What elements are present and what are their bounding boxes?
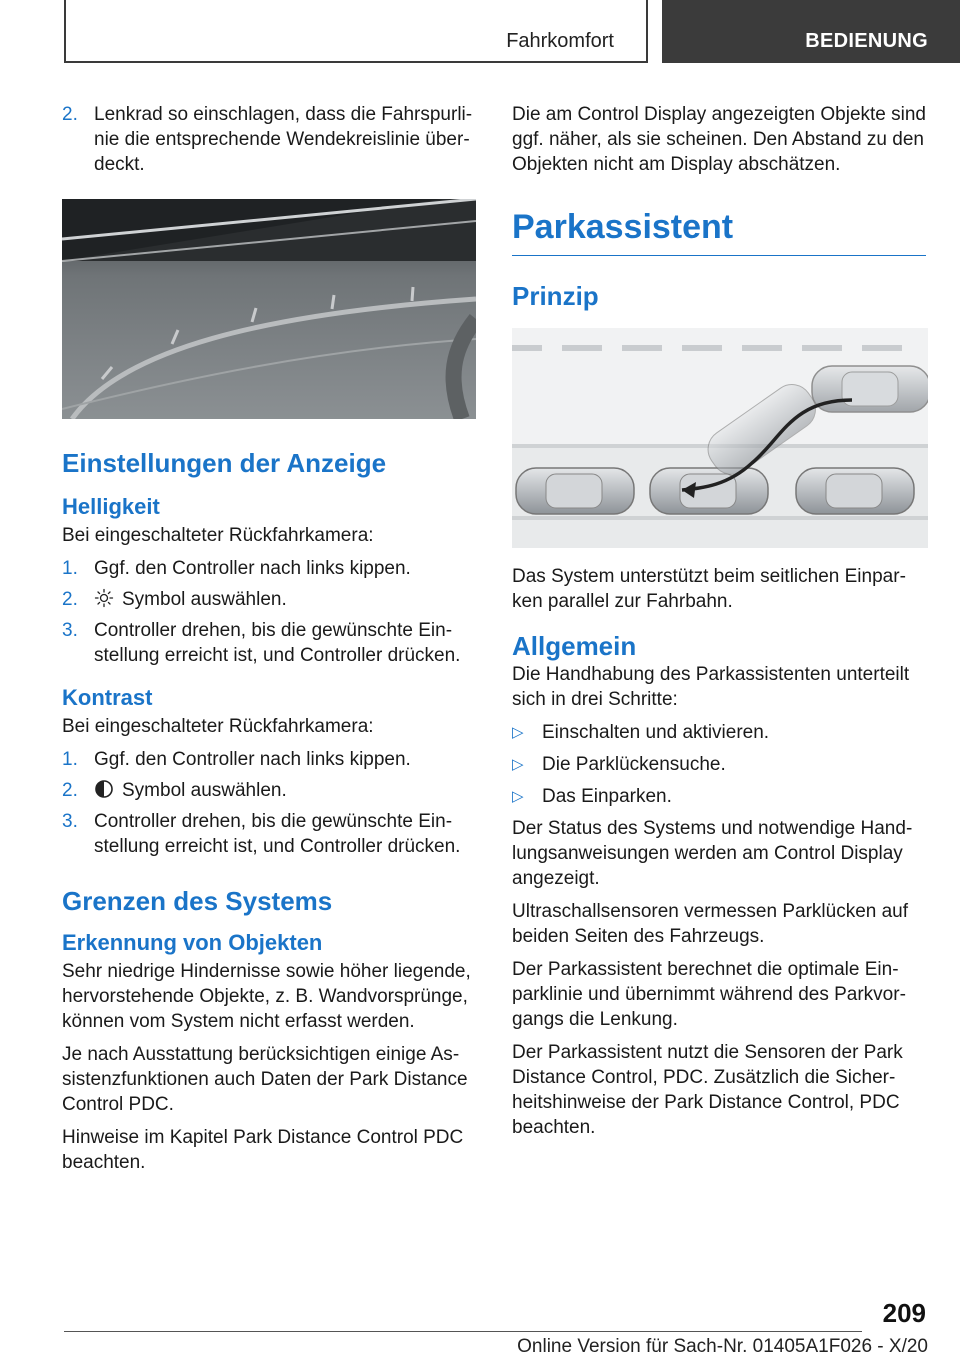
heading-general: Allgemein <box>512 631 637 661</box>
header-chapter-tab <box>662 0 960 63</box>
general-paragraph-2: Ultraschallsensoren vermessen Parklücken auf beiden Seiten des Fahrzeugs. <box>512 901 909 947</box>
list-item-text: Die Parklückensuche. <box>542 754 726 775</box>
step-number: 3. <box>62 620 78 641</box>
step-text: Symbol auswählen. <box>122 780 287 801</box>
header-section-title: Fahrkomfort <box>506 30 614 52</box>
limits-paragraph-3: Hinweise im Kapitel Park Distance Control PDC beachten. <box>62 1127 464 1173</box>
footer-divider <box>64 1331 862 1332</box>
step-number: 2. <box>62 589 78 610</box>
header-section-box <box>64 0 648 63</box>
heading-contrast: Kontrast <box>62 685 153 710</box>
triangle-bullet-icon: ▷ <box>512 756 524 773</box>
contrast-icon <box>94 779 114 799</box>
display-objects-note: Die am Control Display angezeigten Objekte sind ggf. näher, als sie scheinen. Den Abstand zu den Objekten nicht am Display abschätzen. <box>512 104 926 175</box>
step-text: Controller drehen, bis die gewünschte Einstellung erreicht ist, und Controller drücken. <box>94 620 461 666</box>
brightness-step-2 <box>62 587 476 612</box>
step-number: 1. <box>62 749 78 770</box>
general-steps-list <box>512 720 926 809</box>
parking-principle-illustration <box>512 328 928 548</box>
heading-principle: Prinzip <box>512 281 599 311</box>
right-column <box>512 102 926 1148</box>
list-item <box>512 784 926 809</box>
footer-online-version: Online Version für Sach-Nr. 01405A1F026 - X/20 <box>517 1336 928 1357</box>
step-text: Ggf. den Controller nach links kippen. <box>94 749 411 770</box>
heading-system-limits: Grenzen des Systems <box>62 886 333 916</box>
step-text: Lenkrad so einschlagen, dass die Fahrspurlinie die entsprechende Wendekreislinie überdeckt. <box>94 104 473 175</box>
brightness-steps <box>62 556 476 668</box>
step-number: 2. <box>62 104 78 125</box>
contrast-step-3 <box>62 809 476 859</box>
list-item-text: Das Einparken. <box>542 786 672 807</box>
step-text: Controller drehen, bis die gewünschte Einstellung erreicht ist, und Controller drücken. <box>94 811 461 857</box>
general-paragraph-4: Der Parkassistent nutzt die Sensoren der Park Distance Control, PDC. Zusätzlich die Sicherheitshinweise der Park Distance Control, PDC beachten. <box>512 1042 903 1138</box>
triangle-bullet-icon: ▷ <box>512 724 524 741</box>
brightness-icon <box>94 588 114 608</box>
contrast-step-1 <box>62 747 476 772</box>
limits-paragraph-1: Sehr niedrige Hindernisse sowie höher liegende, hervorstehende Objekte, z. B. Wandvorsprünge, können vom System nicht erfasst werden. <box>62 961 471 1032</box>
header-chapter-title: BEDIENUNG <box>805 30 928 52</box>
rear-camera-image <box>62 199 476 419</box>
heading-display-settings: Einstellungen der Anzeige <box>62 448 387 478</box>
step-number: 2. <box>62 780 78 801</box>
page-number: 209 <box>882 1298 926 1328</box>
brightness-intro: Bei eingeschalteter Rückfahrkamera: <box>62 525 374 546</box>
list-item-text: Einschalten und aktivieren. <box>542 722 770 743</box>
list-item <box>512 720 926 745</box>
list-item <box>512 752 926 777</box>
step-text: Symbol auswählen. <box>122 589 287 610</box>
heading-brightness: Helligkeit <box>62 494 160 519</box>
general-paragraph-3: Der Parkassistent berechnet die optimale Einparklinie und übernimmt während des Parkvorgangs die Lenkung. <box>512 959 906 1030</box>
step-number: 3. <box>62 811 78 832</box>
general-paragraph-1: Der Status des Systems und notwendige Handlungsanweisungen werden am Control Display angezeigt. <box>512 818 913 889</box>
steering-step-2 <box>62 102 476 177</box>
contrast-step-2 <box>62 778 476 803</box>
step-number: 1. <box>62 558 78 579</box>
heading-park-assistant: Parkassistent <box>512 207 926 256</box>
left-column <box>62 102 476 1183</box>
brightness-step-3 <box>62 618 476 668</box>
principle-caption: Das System unterstützt beim seitlichen Einparken parallel zur Fahrbahn. <box>512 566 906 612</box>
general-intro: Die Handhabung des Parkassistenten unterteilt sich in drei Schritte: <box>512 664 910 710</box>
triangle-bullet-icon: ▷ <box>512 788 524 805</box>
contrast-intro: Bei eingeschalteter Rückfahrkamera: <box>62 716 374 737</box>
contrast-steps <box>62 747 476 859</box>
step-text: Ggf. den Controller nach links kippen. <box>94 558 411 579</box>
steering-step-list <box>62 102 476 177</box>
heading-object-detection: Erkennung von Objekten <box>62 930 323 955</box>
limits-paragraph-2: Je nach Ausstattung berücksichtigen einige Assistenzfunktionen auch Daten der Park Distance Control PDC. <box>62 1044 468 1115</box>
brightness-step-1 <box>62 556 476 581</box>
